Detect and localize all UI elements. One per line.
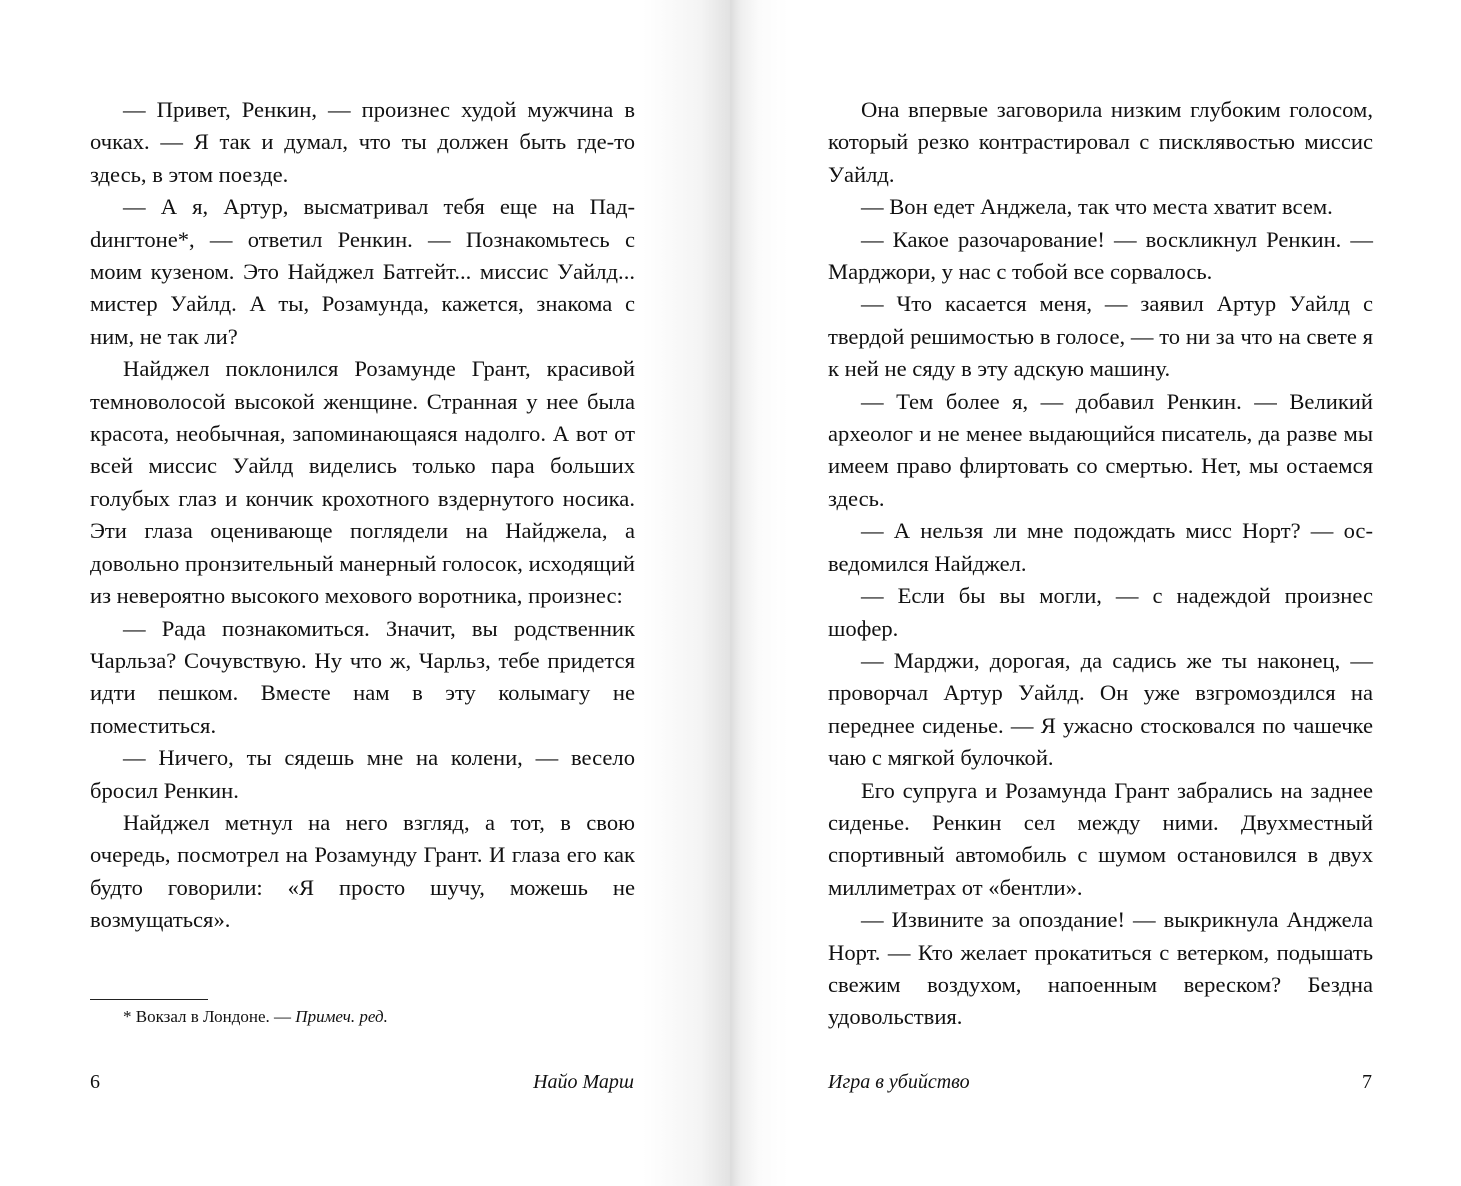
right-page — [730, 0, 1461, 1186]
paragraph: Найджел поклонился Розамунде Грант, красивой темноволосой высокой женщине. Странная у нее была красота, необычная, запоминающаяся надолго. А вот от всей миссис Уайлд виделись только пара больших голубых глаз и кончик крохотного вздернутого носика. Эти глаза оценивающе поглядели на Найджела, а довольно пронзительный манерный голосок, исходящий из невероятно высокого мехового воротника, произнес: — [90, 356, 635, 609]
paragraph: — Вон едет Анджела, так что места хватит всем. — [861, 194, 1333, 220]
footnote — [123, 1005, 388, 1029]
paragraph: — А нельзя ли мне подождать мисс Норт? — осведомился Найджел. — [828, 518, 1373, 576]
paragraph: — Рада познакомиться. Значит, вы родственник Чарльза? Сочувствую. Ну что ж, Чарльз, тебе придется идти пешком. Вместе нам в эту колымагу не поместиться. — [90, 615, 635, 738]
left-page — [0, 0, 730, 1186]
paragraph: Его супруга и Розамунда Грант забрались на заднее сиденье. Ренкин сел между ними. Двухместный спортивный автомобиль с шумом остановился в двух миллиметрах от «бентли». — [828, 777, 1373, 900]
running-head-title: Игра в убийство — [828, 1071, 970, 1093]
paragraph: — А я, Артур, высматривал тебя еще на Падdингтоне*, — ответил Ренкин. — Познакомьтесь с моим кузеном. Это Найджел Батгейт... миссис Уайлд... мистер Уайлд. А ты, Розамунда, кажется, знакома с ним, не так ли? — [90, 194, 635, 349]
paragraph: Найджел метнул на него взгляд, а тот, в свою очередь, посмотрел на Розамунду Грант. И глаза его как будто говорили: «Я просто шучу, можешь не возмущаться». — [90, 809, 635, 933]
paragraph: — Какое разочарование! — воскликнул Ренкин. — Марджори, у нас с тобой все сорвалось. — [828, 226, 1373, 285]
paragraph: Она впервые заговорила низким глубоким голосом, который резко контрастировал с писклявостью миссис Уайлд. — [828, 97, 1373, 187]
paragraph: — Если бы вы могли, — с надеждой произнес шофер. — [828, 583, 1373, 641]
page-number: 6 — [90, 1071, 100, 1093]
running-head-author: Найо Марш — [533, 1071, 634, 1093]
paragraph: — Что касается меня, — заявил Артур Уайлд с твердой решимостью в голосе, — то ни за что на свете я к ней не сяду в эту адскую машину. — [828, 291, 1373, 382]
footnote-text: * Вокзал в Лондоне. — — [123, 1007, 296, 1026]
paragraph: — Тем более я, — добавил Ренкин. — Великий археолог и не менее выдающийся писатель, да разве мы имеем право флиртовать со смертью. Нет, мы остаемся здесь. — [828, 388, 1373, 511]
footnote-divider — [90, 999, 208, 1000]
left-page-body — [90, 94, 635, 937]
paragraph: — Марджи, дорогая, да садись же ты наконец, — проворчал Артур Уайлд. Он уже взгромоздился на переднее сиденье. — Я ужасно стосковался по чашечке чаю с мягкой булочкой. — [828, 647, 1373, 771]
footnote-editor-note: Примеч. ред. — [295, 1007, 388, 1026]
right-page-body — [828, 94, 1373, 1034]
page-number: 7 — [1362, 1071, 1372, 1093]
paragraph: — Ничего, ты сядешь мне на колени, — весело бросил Ренкин. — [90, 745, 635, 803]
paragraph: — Извините за опоздание! — выкрикнула Анджела Норт. — Кто желает прокатиться с ветерком, подышать свежим воздухом, напоенным вереском? Бездна удовольствия. — [828, 907, 1373, 1030]
paragraph: — Привет, Ренкин, — произнес худой мужчина в очках. — Я так и думал, что ты должен быть где-то здесь, в этом поезде. — [90, 97, 635, 187]
